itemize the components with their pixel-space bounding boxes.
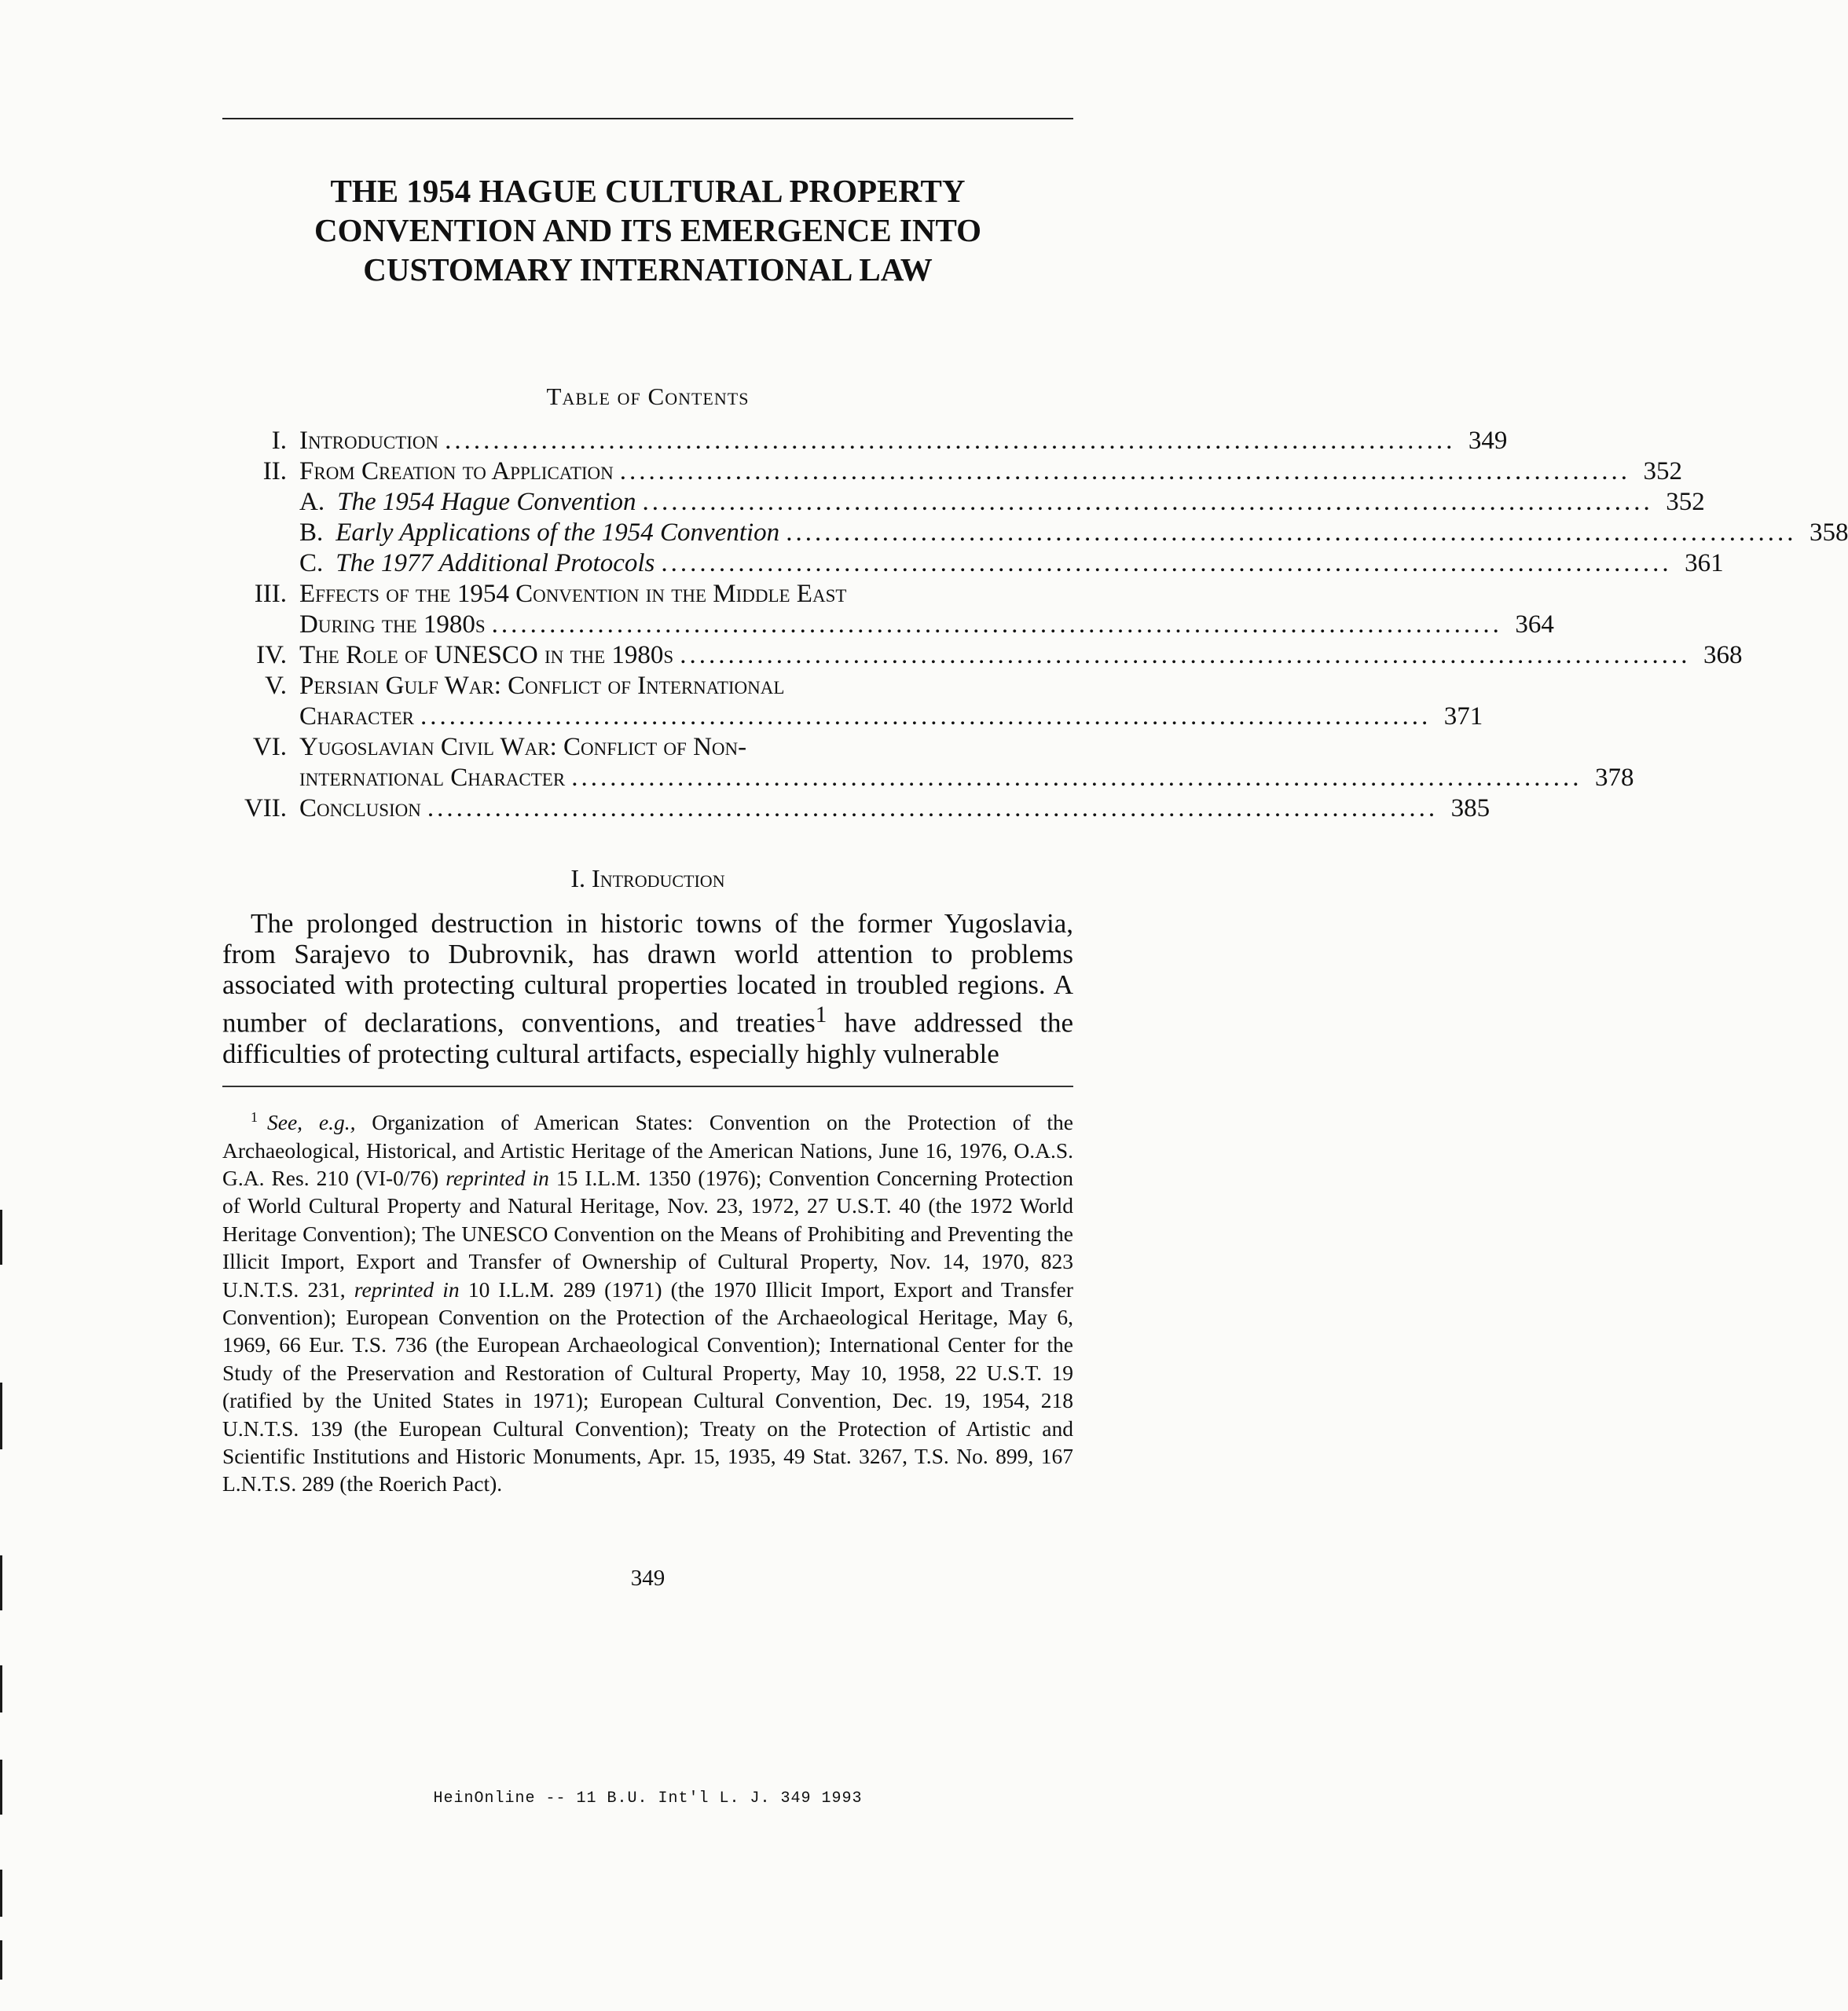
toc-entry-continuation	[222, 610, 1554, 640]
toc-entry	[222, 579, 1073, 610]
toc-numeral: IV.	[256, 641, 287, 669]
source-citation: HeinOnline -- 11 B.U. Int'l L. J. 349 1993	[433, 1789, 863, 1808]
toc-letter: A.	[299, 488, 325, 516]
body-text-run: have addressed the difficulties of protecting cultural artifacts, especially highly vulnerable	[222, 1007, 1073, 1069]
toc-letter: C.	[299, 549, 324, 577]
table-of-contents	[222, 426, 1848, 824]
toc-page: 358	[1809, 518, 1848, 547]
toc-label: international Character	[299, 764, 566, 792]
toc-numeral: I.	[271, 427, 287, 455]
page-number: 349	[630, 1566, 666, 1591]
toc-leader: .........................................................................................................	[642, 488, 1653, 516]
toc-page: 352	[1666, 488, 1705, 516]
toc-entry	[222, 732, 1073, 763]
article-title	[222, 171, 1073, 289]
toc-entry	[222, 456, 1683, 487]
toc-page: 364	[1515, 610, 1554, 639]
scan-mark	[0, 1940, 2, 1980]
scan-mark	[0, 1555, 2, 1610]
toc-entry	[222, 793, 1490, 824]
footnote-reprinted: reprinted in	[446, 1165, 549, 1190]
toc-label: Introduction	[299, 427, 439, 455]
footnote-signal: See, e.g.,	[267, 1110, 356, 1135]
toc-entry	[222, 518, 1848, 548]
top-rule	[222, 118, 1073, 119]
toc-label: Character	[299, 702, 414, 731]
scan-mark	[0, 1383, 2, 1449]
scan-mark	[0, 1870, 2, 1917]
toc-page: 349	[1468, 427, 1508, 455]
footnote-number: 1	[251, 1109, 258, 1125]
toc-leader: .........................................................................................................	[427, 794, 1439, 822]
scan-mark	[0, 1760, 2, 1815]
toc-numeral: VI.	[252, 733, 287, 761]
toc-entry	[222, 671, 1073, 701]
footnote-reprinted: reprinted in	[354, 1277, 460, 1302]
toc-leader: .........................................................................................................	[619, 457, 1631, 485]
footnote-text: 15 I.L.M. 1350 (1976); Convention Concerning Protection of World Cultural Property and Natural Heritage, Nov. 23, 1972, 27 U.S.T. 40 (the 1972 World Heritage Convention); The UNESCO Convention on the Means of Prohibiting and Preventing the Illicit Import, Export and Transfer of Ownership of Cultural Property, Nov. 14, 1970, 823 U.N.T.S. 231,	[222, 1165, 1074, 1302]
toc-numeral: V.	[265, 672, 287, 700]
title-line: CUSTOMARY INTERNATIONAL LAW	[363, 251, 933, 288]
toc-label: The Role of UNESCO in the 1980s	[299, 641, 674, 669]
toc-leader: .........................................................................................................	[491, 610, 1502, 639]
toc-page: 352	[1643, 457, 1683, 485]
section-heading: I. Introduction	[570, 864, 725, 892]
toc-page: 368	[1703, 641, 1743, 669]
toc-label: From Creation to Application	[299, 457, 614, 485]
toc-label: During the 1980s	[299, 610, 486, 639]
toc-label: The 1954 Hague Convention	[337, 488, 636, 516]
toc-entry-continuation	[222, 763, 1634, 793]
footnote-paragraph	[222, 1104, 1073, 1498]
footnote	[222, 1104, 1073, 1498]
toc-leader: .........................................................................................................	[661, 549, 1672, 577]
paragraph	[222, 908, 1073, 1069]
toc-leader: .........................................................................................................	[680, 641, 1691, 669]
toc-letter: B.	[299, 518, 324, 547]
toc-leader: .........................................................................................................	[445, 427, 1456, 455]
toc-heading: Table of Contents	[546, 383, 750, 410]
toc-page: 385	[1450, 794, 1490, 822]
toc-page: 378	[1594, 764, 1634, 792]
title-line: THE 1954 HAGUE CULTURAL PROPERTY	[330, 173, 966, 209]
toc-label: Early Applications of the 1954 Convention	[336, 518, 780, 547]
toc-numeral: III.	[254, 580, 287, 608]
toc-entry	[222, 487, 1705, 518]
toc-numeral: II.	[262, 457, 287, 485]
scan-mark	[0, 1210, 2, 1265]
toc-entry	[222, 548, 1724, 579]
toc-label: Yugoslavian Civil War: Conflict of Non-	[299, 733, 747, 761]
toc-entry	[222, 640, 1743, 671]
body-text	[222, 908, 1073, 1069]
scan-mark	[0, 1665, 2, 1712]
toc-entry	[222, 426, 1508, 456]
toc-label: Persian Gulf War: Conflict of International	[299, 672, 785, 700]
toc-page: 361	[1685, 549, 1724, 577]
footnote-reference: 1	[815, 1002, 827, 1027]
footnote-text: 10 I.L.M. 289 (1971) (the 1970 Illicit Import, Export and Transfer Convention); European Convention on the Protection of the Archaeological Heritage, May 6, 1969, 66 Eur. T.S. 736 (the European Archaeological Convention); International Center for the Study of the Preservation and Restoration of Cultural Property, May 10, 1958, 22 U.S.T. 19 (ratified by the United States in 1971); European Cultural Convention, Dec. 19, 1954, 218 U.N.T.S. 139 (the European Cultural Convention); Treaty on the Protection of Artistic and Scientific Institutions and Historic Monuments, Apr. 15, 1935, 49 Stat. 3267, T.S. No. 899, 167 L.N.T.S. 289 (the Roerich Pact).	[222, 1277, 1073, 1496]
footnote-text: Organization of American States: Convention on the Protection of the Archaeological, Historical, and Artistic Heritage of the American Nations, June 16, 1976, O.A.S. G.A. Res. 210 (VI-0/76)	[222, 1110, 1073, 1190]
toc-label: The 1977 Additional Protocols	[336, 549, 655, 577]
toc-leader: .........................................................................................................	[420, 702, 1432, 731]
body-text-run: The prolonged destruction in historic towns of the former Yugoslavia, from Sarajevo to Dubrovnik, has drawn world attention to problems associated with protecting cultural properties located in troubled regions. A number of declarations, conventions, and treaties	[222, 908, 1073, 1038]
toc-entry-continuation	[222, 701, 1483, 732]
footnote-rule	[222, 1086, 1073, 1087]
title-line: CONVENTION AND ITS EMERGENCE INTO	[314, 212, 981, 248]
toc-label: Conclusion	[299, 794, 421, 822]
toc-page: 371	[1443, 702, 1483, 731]
toc-leader: .........................................................................................................	[571, 764, 1582, 792]
toc-leader: .........................................................................................................	[786, 518, 1797, 547]
toc-label: Effects of the 1954 Convention in the Middle East	[299, 580, 847, 608]
toc-numeral: VII.	[244, 794, 287, 822]
